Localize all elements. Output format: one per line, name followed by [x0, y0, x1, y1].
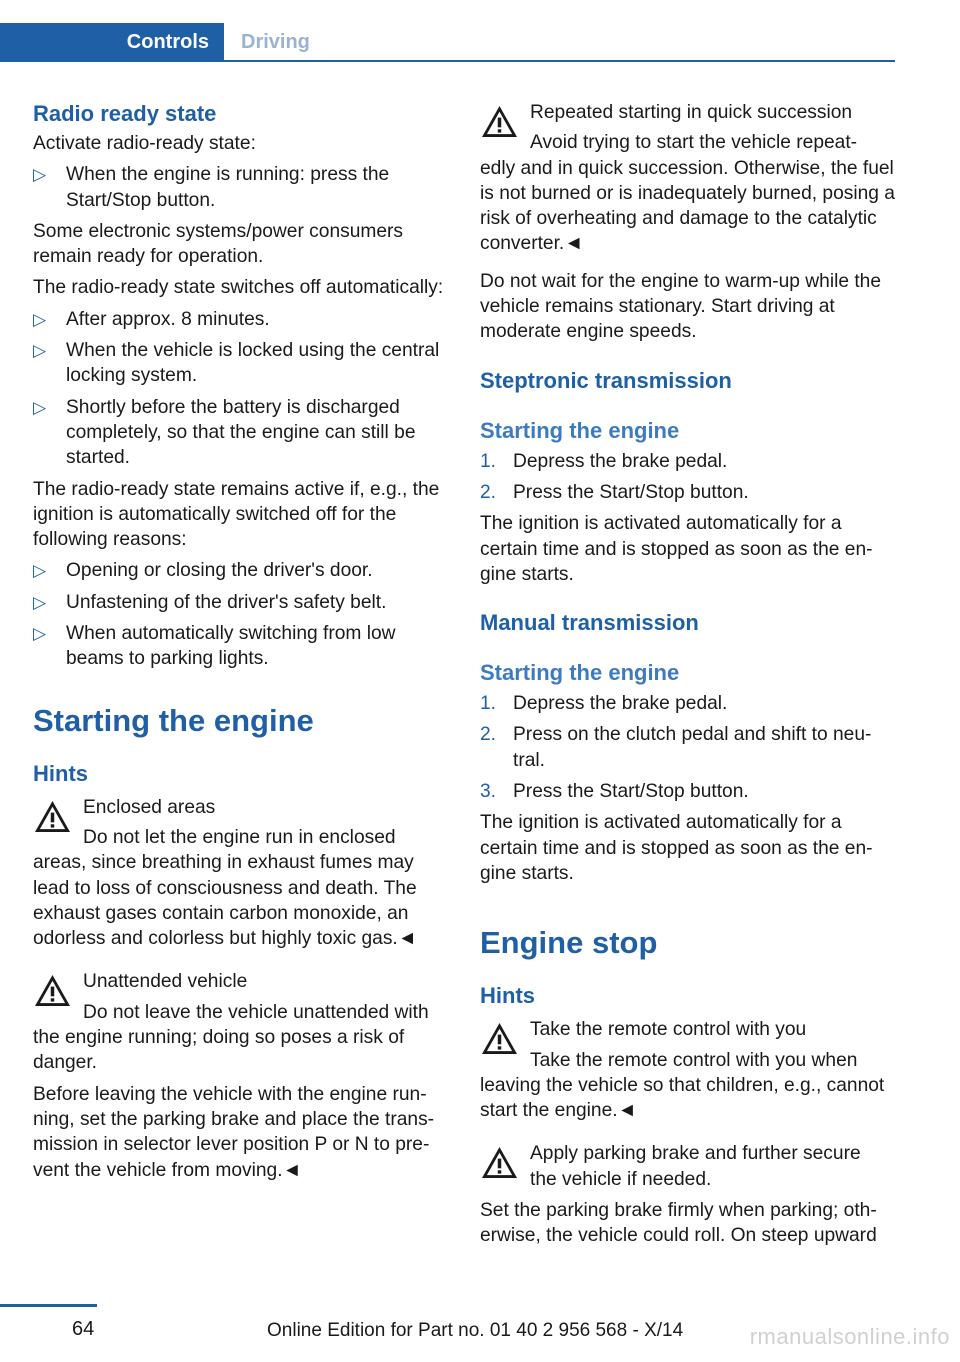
radio-p3: The radio-ready state remains active if, e.g., the ignition is automatically switched off for the following reasons: [33, 478, 440, 551]
radio-list-2 [33, 307, 448, 471]
radio-intro: Activate radio-ready state: [33, 133, 256, 154]
warning-title-line2: the vehicle if needed. [530, 1168, 712, 1190]
triangle-bullet-icon: ▷ [33, 341, 47, 361]
triangle-bullet-icon: ▷ [33, 397, 47, 417]
list-item-text: Press on the clutch pedal and shift to neutral. [513, 724, 872, 771]
triangle-bullet-icon: ▷ [33, 592, 47, 612]
warning-title: Unattended vehicle [83, 971, 248, 993]
list-item [33, 395, 448, 471]
warning-body: leaving the vehicle so that children, e.g., cannot start the engine.◄ [480, 1074, 885, 1122]
warning-enclosed-areas [33, 795, 448, 952]
warning-title: Repeated starting in quick succession [530, 102, 853, 123]
warning-body: Set the parking brake firmly when parking; otherwise, the vehicle could roll. On steep upward [480, 1200, 877, 1247]
warning-triangle-icon [480, 1021, 519, 1056]
list-item [33, 621, 448, 672]
list-item [33, 558, 448, 583]
list-item-text: Shortly before the battery is discharged completely, so that the engine can still be started. [66, 396, 416, 469]
starting-engine-heading: Starting the engine [33, 702, 314, 738]
list-item [33, 338, 448, 389]
list-item [33, 307, 448, 332]
list-item-text: When the engine is running: press the Start/Stop button. [66, 164, 390, 211]
manual-heading: Manual transmission [480, 610, 699, 636]
radio-list-1 [33, 162, 448, 213]
list-item-text: Opening or closing the driver's door. [66, 560, 373, 582]
tab-driving[interactable] [224, 23, 310, 62]
radio-p2: The radio-ready state switches off automatically: [33, 277, 444, 299]
radio-heading: Radio ready state [33, 101, 217, 126]
list-item: 2. Press the Start/Stop button. [480, 481, 749, 503]
list-item-text: Depress the brake pedal. [513, 450, 728, 472]
list-item: 2. Press on the clutch pedal and shift to neutral. [480, 724, 872, 771]
warning-repeated-starting [480, 100, 895, 257]
triangle-bullet-icon: ▷ [33, 165, 47, 185]
steptronic-paragraph: The ignition is activated automatically for a certain time and is stopped as soon as the engine starts. [480, 513, 873, 585]
warning-unattended-vehicle [33, 969, 448, 1182]
warning-body-line: Do not leave the vehicle unattended with [83, 1001, 429, 1023]
hints-heading: Hints [33, 760, 88, 786]
list-item: 1. Depress the brake pedal. [480, 450, 728, 472]
engine-stop-hints-heading: Hints [480, 983, 535, 1009]
warning-title: Take the remote control with you [530, 1019, 807, 1041]
left-column [33, 100, 448, 1183]
warning-parking-brake [480, 1141, 895, 1248]
radio-p1: Some electronic systems/power consumers remain ready for operation. [33, 220, 404, 268]
list-item-text: When automatically switching from low beams to parking lights. [66, 623, 396, 670]
list-item-text: Depress the brake pedal. [513, 693, 728, 715]
tab-driving-label: Driving [241, 31, 310, 53]
list-item: 1. Depress the brake pedal. [480, 693, 728, 715]
warning-title: Apply parking brake and further secure [530, 1143, 861, 1165]
list-item: 3. Press the Start/Stop button. [480, 781, 749, 803]
warning-triangle-icon [33, 973, 72, 1008]
warning-triangle-icon [480, 1145, 519, 1180]
warning-body: Before leaving the vehicle with the engine running, set the parking brake and place the transmission in selector lever position P or N to prevent the vehicle from moving.◄ [33, 1083, 435, 1181]
warning-body: areas, since breathing in exhaust fumes may lead to loss of consciousness and death. The exhaust gases contain carbon monoxide, an odorless and colorless but highly toxic gas.◄ [33, 852, 417, 950]
warning-body: edly and in quick succession. Otherwise, the fuel is not burned or is inadequately burned, posing a risk of overheating and damage to the catalytic converter.◄ [480, 157, 895, 255]
engine-stop-heading: Engine stop [480, 925, 658, 961]
warning-body-line: Do not let the engine run in enclosed [83, 826, 396, 848]
warning-remote-control [480, 1017, 895, 1123]
steptronic-heading: Steptronic transmission [480, 367, 732, 393]
steptronic-subheading: Starting the engine [480, 417, 680, 443]
list-item-text: After approx. 8 minutes. [66, 308, 270, 330]
list-item [33, 590, 448, 615]
warning-body-line: Take the remote control with you when [530, 1049, 858, 1071]
list-item-text: Press the Start/Stop button. [513, 481, 749, 503]
manual-subheading: Starting the engine [480, 660, 680, 686]
watermark: rmanualsonline.info [749, 1324, 950, 1349]
list-item-text: Unfastening of the driver's safety belt. [66, 591, 387, 613]
right-column [480, 100, 895, 1249]
steptronic-steps [480, 449, 895, 506]
tab-controls-label: Controls [126, 31, 209, 53]
triangle-bullet-icon: ▷ [33, 309, 47, 329]
warm-up-paragraph: Do not wait for the engine to warm-up while the vehicle remains stationary. Start driving at moderate engine speeds. [480, 270, 882, 343]
page-number: 64 [72, 1318, 95, 1340]
list-item [33, 162, 448, 213]
tab-controls[interactable] [0, 23, 224, 62]
manual-paragraph: The ignition is activated automatically for a certain time and is stopped as soon as the engine starts. [480, 812, 873, 884]
radio-list-3 [33, 558, 448, 671]
warning-body-line: Avoid trying to start the vehicle repeat- [530, 132, 858, 154]
header-rule [0, 60, 895, 62]
list-item-text: When the vehicle is locked using the central locking system. [66, 340, 440, 387]
footer-rule [0, 1304, 97, 1307]
triangle-bullet-icon: ▷ [33, 561, 47, 581]
warning-title: Enclosed areas [83, 796, 216, 818]
warning-body: the engine running; doing so poses a risk of danger. [33, 1027, 405, 1074]
triangle-bullet-icon: ▷ [33, 624, 47, 644]
manual-steps [480, 691, 895, 804]
warning-triangle-icon [480, 104, 519, 139]
list-item-text: Press the Start/Stop button. [513, 781, 749, 803]
warning-triangle-icon [33, 799, 72, 834]
edition-text: Online Edition for Part no. 01 40 2 956 568 - X/14 [267, 1320, 684, 1341]
